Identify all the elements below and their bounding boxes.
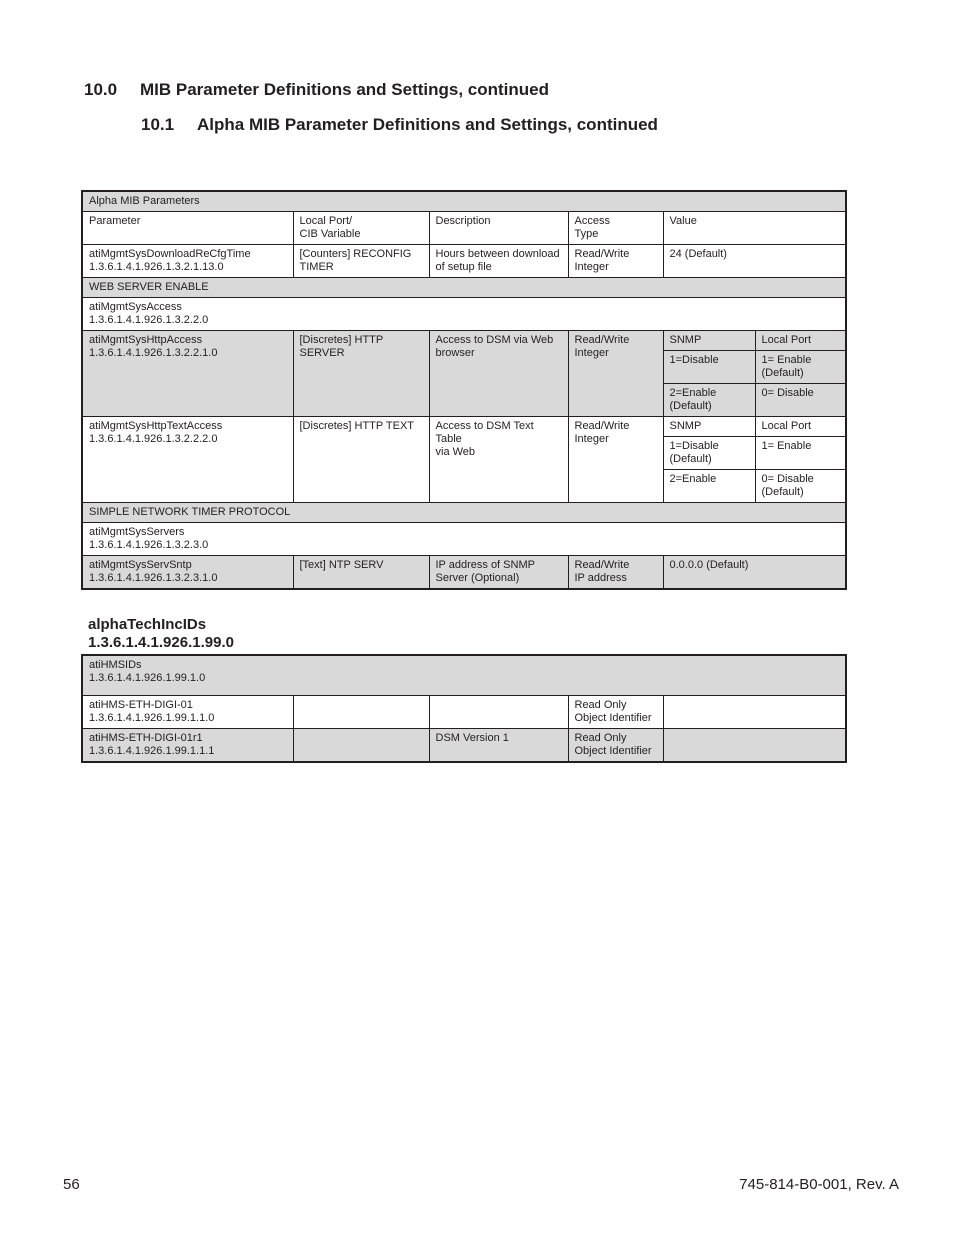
- value-snmp-cell: 1=Disable: [663, 351, 755, 384]
- table-row: [82, 728, 846, 762]
- header-parameter: Parameter: [82, 212, 293, 245]
- section-label: WEB SERVER ENABLE: [82, 278, 846, 298]
- value-cell: [663, 728, 846, 762]
- local-port-cell: [293, 728, 429, 762]
- header-access-type: Access Type: [568, 212, 663, 245]
- description-cell: [429, 695, 568, 728]
- param-cell: atiHMS-ETH-DIGI-01 1.3.6.1.4.1.926.1.99.1.1.0: [82, 695, 293, 728]
- value-local-header: Local Port: [755, 417, 846, 437]
- object-label: atiMgmtSysServers 1.3.6.1.4.1.926.1.3.2.3.0: [82, 523, 846, 556]
- value-local-cell: 0= Disable (Default): [755, 470, 846, 503]
- description-cell: Access to DSM via Web browser: [429, 331, 568, 417]
- param-cell: atiMgmtSysServSntp 1.3.6.1.4.1.926.1.3.2.3.1.0: [82, 556, 293, 590]
- section-number: 10.0: [84, 80, 118, 99]
- value-snmp-cell: 2=Enable (Default): [663, 384, 755, 417]
- alpha-tech-ids-table: [81, 654, 847, 763]
- table-row: [82, 417, 846, 437]
- local-port-cell: [Counters] RECONFIG TIMER: [293, 245, 429, 278]
- table-row: [82, 556, 846, 590]
- object-label: atiHMSIDs 1.3.6.1.4.1.926.1.99.1.0: [82, 655, 846, 695]
- section-row: [82, 503, 846, 523]
- value-cell: 0.0.0.0 (Default): [663, 556, 846, 590]
- description-cell: Hours between download of setup file: [429, 245, 568, 278]
- value-local-cell: 1= Enable (Default): [755, 351, 846, 384]
- value-snmp-cell: 2=Enable: [663, 470, 755, 503]
- subsection-heading: [141, 115, 658, 135]
- param-cell: atiHMS-ETH-DIGI-01r1 1.3.6.1.4.1.926.1.99.1.1.1: [82, 728, 293, 762]
- table-row: [82, 331, 846, 351]
- section-row: [82, 278, 846, 298]
- table-title-row: [82, 191, 846, 212]
- access-cell: Read/Write Integer: [568, 417, 663, 503]
- page-number: 56: [63, 1176, 80, 1193]
- access-cell: Read/Write Integer: [568, 331, 663, 417]
- value-snmp-header: SNMP: [663, 417, 755, 437]
- table-row: [82, 695, 846, 728]
- description-cell: DSM Version 1: [429, 728, 568, 762]
- access-cell: Read Only Object Identifier: [568, 695, 663, 728]
- local-port-cell: [Discretes] HTTP TEXT: [293, 417, 429, 503]
- table-header-row: [82, 212, 846, 245]
- object-label: atiMgmtSysAccess 1.3.6.1.4.1.926.1.3.2.2.0: [82, 298, 846, 331]
- alpha-mib-parameters-table: [81, 190, 847, 590]
- description-cell: IP address of SNMP Server (Optional): [429, 556, 568, 590]
- subsection-number: 10.1: [141, 115, 175, 134]
- section-title: MIB Parameter Definitions and Settings, continued: [140, 80, 549, 99]
- value-snmp-header: SNMP: [663, 331, 755, 351]
- value-cell: [663, 695, 846, 728]
- table-row: [82, 245, 846, 278]
- access-cell: Read/Write Integer: [568, 245, 663, 278]
- object-row: [82, 523, 846, 556]
- subsection-title: Alpha MIB Parameter Definitions and Settings, continued: [197, 115, 658, 134]
- param-cell: atiMgmtSysHttpTextAccess 1.3.6.1.4.1.926.1.3.2.2.2.0: [82, 417, 293, 503]
- param-cell: atiMgmtSysDownloadReCfgTime 1.3.6.1.4.1.926.1.3.2.1.13.0: [82, 245, 293, 278]
- value-local-cell: 0= Disable: [755, 384, 846, 417]
- access-cell: Read Only Object Identifier: [568, 728, 663, 762]
- document-id: 745-814-B0-001, Rev. A: [739, 1176, 899, 1193]
- header-description: Description: [429, 212, 568, 245]
- description-cell: Access to DSM Text Table via Web: [429, 417, 568, 503]
- table-title: Alpha MIB Parameters: [82, 191, 846, 212]
- local-port-cell: [293, 695, 429, 728]
- section-label: SIMPLE NETWORK TIMER PROTOCOL: [82, 503, 846, 523]
- local-port-cell: [Discretes] HTTP SERVER: [293, 331, 429, 417]
- local-port-cell: [Text] NTP SERV: [293, 556, 429, 590]
- value-cell: 24 (Default): [663, 245, 846, 278]
- header-local-port: Local Port/ CIB Variable: [293, 212, 429, 245]
- section-heading: [84, 80, 549, 100]
- value-local-cell: 1= Enable: [755, 437, 846, 470]
- value-snmp-cell: 1=Disable (Default): [663, 437, 755, 470]
- object-row: [82, 298, 846, 331]
- object-row: [82, 655, 846, 695]
- alpha-tech-inc-ids-title: alphaTechIncIDs 1.3.6.1.4.1.926.1.99.0: [88, 616, 234, 651]
- param-cell: atiMgmtSysHttpAccess 1.3.6.1.4.1.926.1.3.2.2.1.0: [82, 331, 293, 417]
- access-cell: Read/Write IP address: [568, 556, 663, 590]
- value-local-header: Local Port: [755, 331, 846, 351]
- header-value: Value: [663, 212, 846, 245]
